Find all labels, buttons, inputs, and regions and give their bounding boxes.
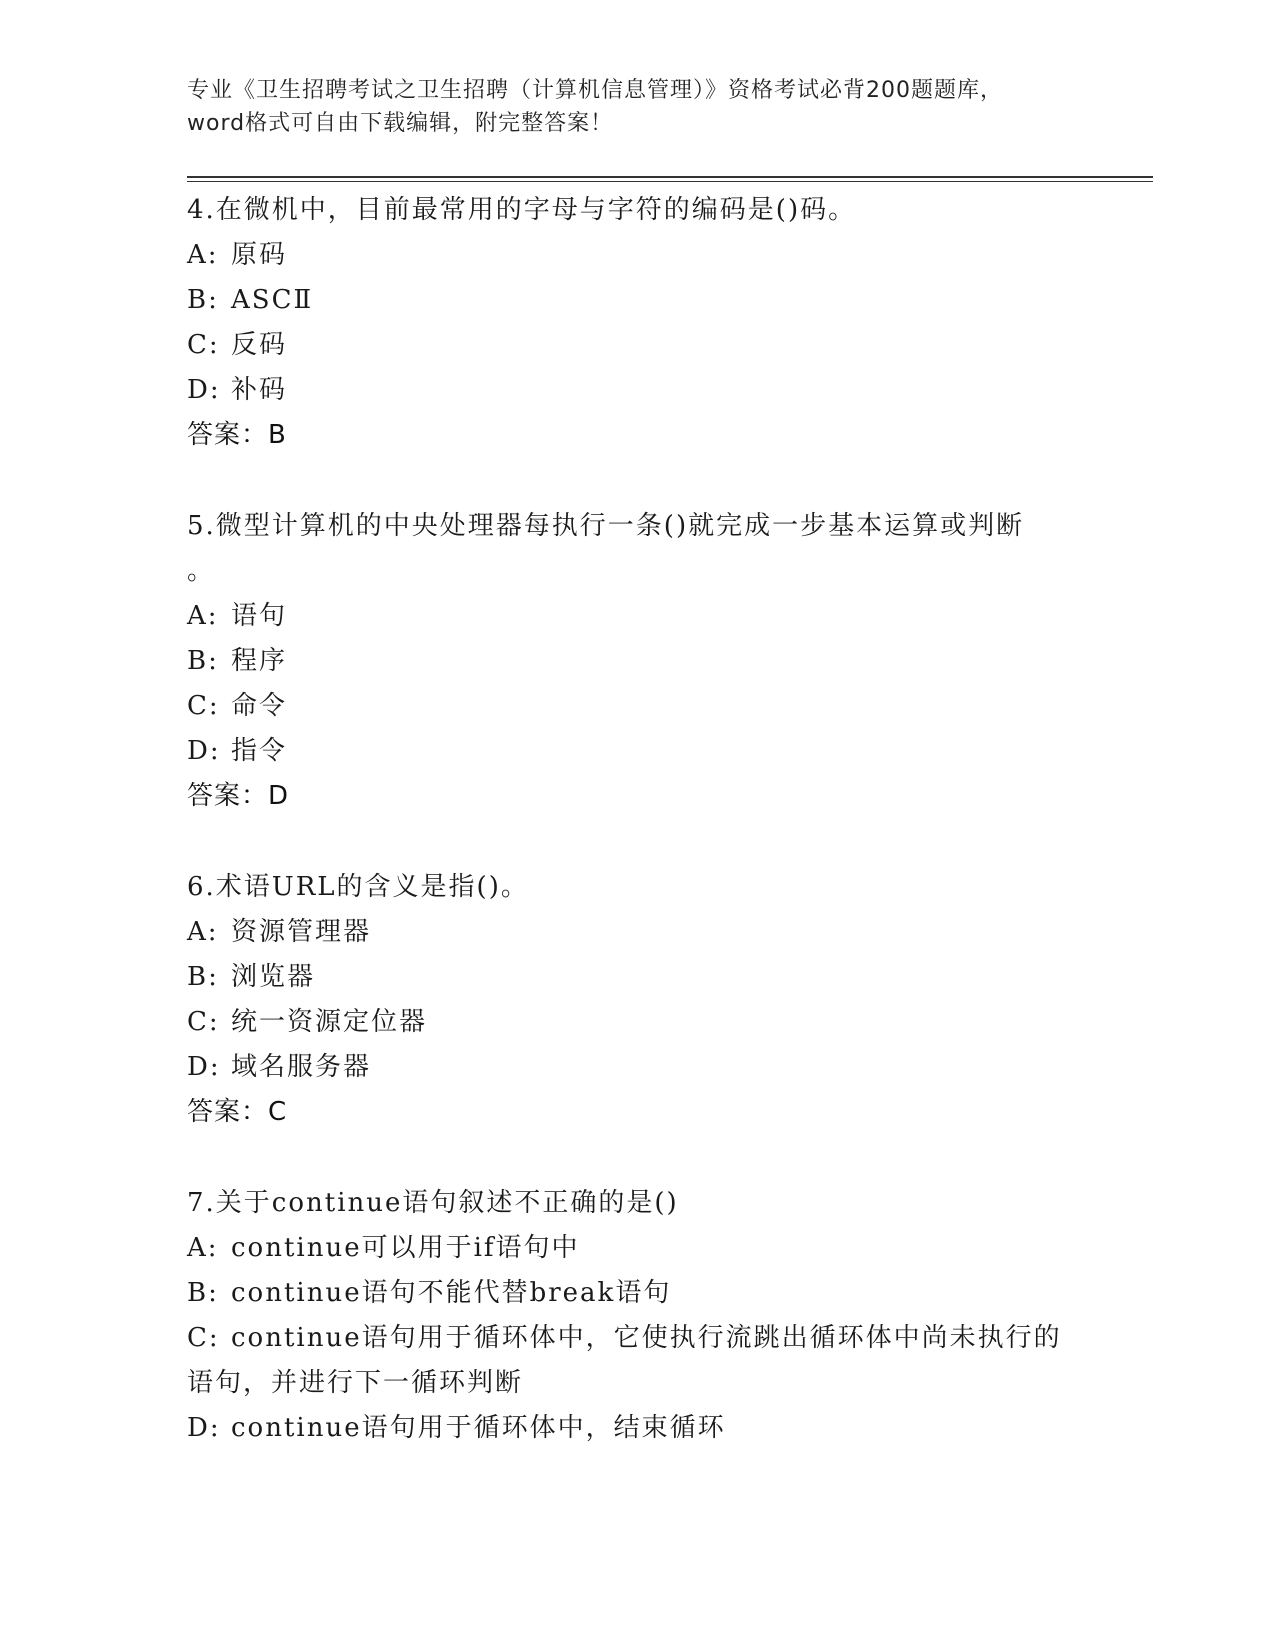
option-b: [187, 639, 1087, 684]
option-c-continuation: 语句，并进行下一循环判断: [187, 1368, 524, 1398]
option-c: [187, 684, 1087, 729]
header-line-1: 专业《卫生招聘考试之卫生招聘（计算机信息管理）》资格考试必背200题题库，: [187, 78, 1003, 103]
option-text: ASCⅡ: [231, 285, 314, 315]
question-5: [187, 504, 1087, 819]
option-a: [187, 1226, 1087, 1271]
option-letter: D:: [187, 1052, 221, 1082]
option-text: 补码: [231, 375, 288, 405]
option-text: continue语句不能代替break语句: [231, 1278, 672, 1308]
option-letter: D:: [187, 736, 221, 766]
option-b: [187, 955, 1087, 1000]
option-text: 域名服务器: [231, 1052, 372, 1082]
option-letter: B:: [187, 1278, 219, 1308]
question-list: [187, 188, 1087, 1497]
option-text: continue可以用于if语句中: [231, 1233, 580, 1263]
option-b: [187, 278, 1087, 323]
option-letter: C:: [187, 1007, 220, 1037]
option-letter: C:: [187, 691, 220, 721]
option-c: [187, 1316, 1087, 1361]
header-divider-thick: [187, 176, 1153, 178]
question-6: [187, 865, 1087, 1135]
option-text: 反码: [231, 330, 288, 360]
question-7: [187, 1181, 1087, 1451]
option-text: continue语句用于循环体中，它使执行流跳出循环体中尚未执行的: [231, 1323, 1062, 1353]
option-c: [187, 1000, 1087, 1045]
option-text: 原码: [231, 240, 288, 270]
option-text: 浏览器: [231, 962, 316, 992]
option-d: [187, 1045, 1087, 1090]
question-stem: 4.在微机中，目前最常用的字母与字符的编码是()码。: [187, 195, 857, 225]
option-a: [187, 233, 1087, 278]
option-letter: D:: [187, 1413, 221, 1443]
option-letter: B:: [187, 285, 219, 315]
option-letter: A:: [187, 240, 219, 270]
option-d: [187, 729, 1087, 774]
option-text: 程序: [231, 646, 288, 676]
option-letter: C:: [187, 1323, 220, 1353]
answer-line: 答案：B: [187, 420, 287, 450]
option-d: [187, 1406, 1087, 1451]
option-a: [187, 910, 1087, 955]
option-d: [187, 368, 1087, 413]
question-stem: 6.术语URL的含义是指()。: [187, 872, 529, 902]
document-header: [187, 74, 1087, 140]
question-stem: 5.微型计算机的中央处理器每执行一条()就完成一步基本运算或判断: [187, 511, 1025, 541]
option-text: 资源管理器: [231, 917, 372, 947]
answer-line: 答案：D: [187, 781, 290, 811]
option-text: continue语句用于循环体中，结束循环: [231, 1413, 726, 1443]
option-c: [187, 323, 1087, 368]
option-letter: B:: [187, 962, 219, 992]
option-letter: B:: [187, 646, 219, 676]
option-b: [187, 1271, 1087, 1316]
option-letter: A:: [187, 601, 219, 631]
question-stem: 7.关于continue语句叙述不正确的是(): [187, 1188, 679, 1218]
option-letter: D:: [187, 375, 221, 405]
question-4: [187, 188, 1087, 458]
header-line-2: word格式可自由下载编辑，附完整答案！: [187, 111, 614, 136]
option-text: 统一资源定位器: [231, 1007, 428, 1037]
option-a: [187, 594, 1087, 639]
header-divider-thin: [187, 181, 1153, 182]
answer-line: 答案：C: [187, 1097, 288, 1127]
option-letter: A:: [187, 1233, 219, 1263]
option-text: 指令: [231, 736, 288, 766]
question-stem-continuation: 。: [187, 556, 216, 586]
option-text: 命令: [231, 691, 288, 721]
option-letter: A:: [187, 917, 219, 947]
option-text: 语句: [231, 601, 288, 631]
option-letter: C:: [187, 330, 220, 360]
